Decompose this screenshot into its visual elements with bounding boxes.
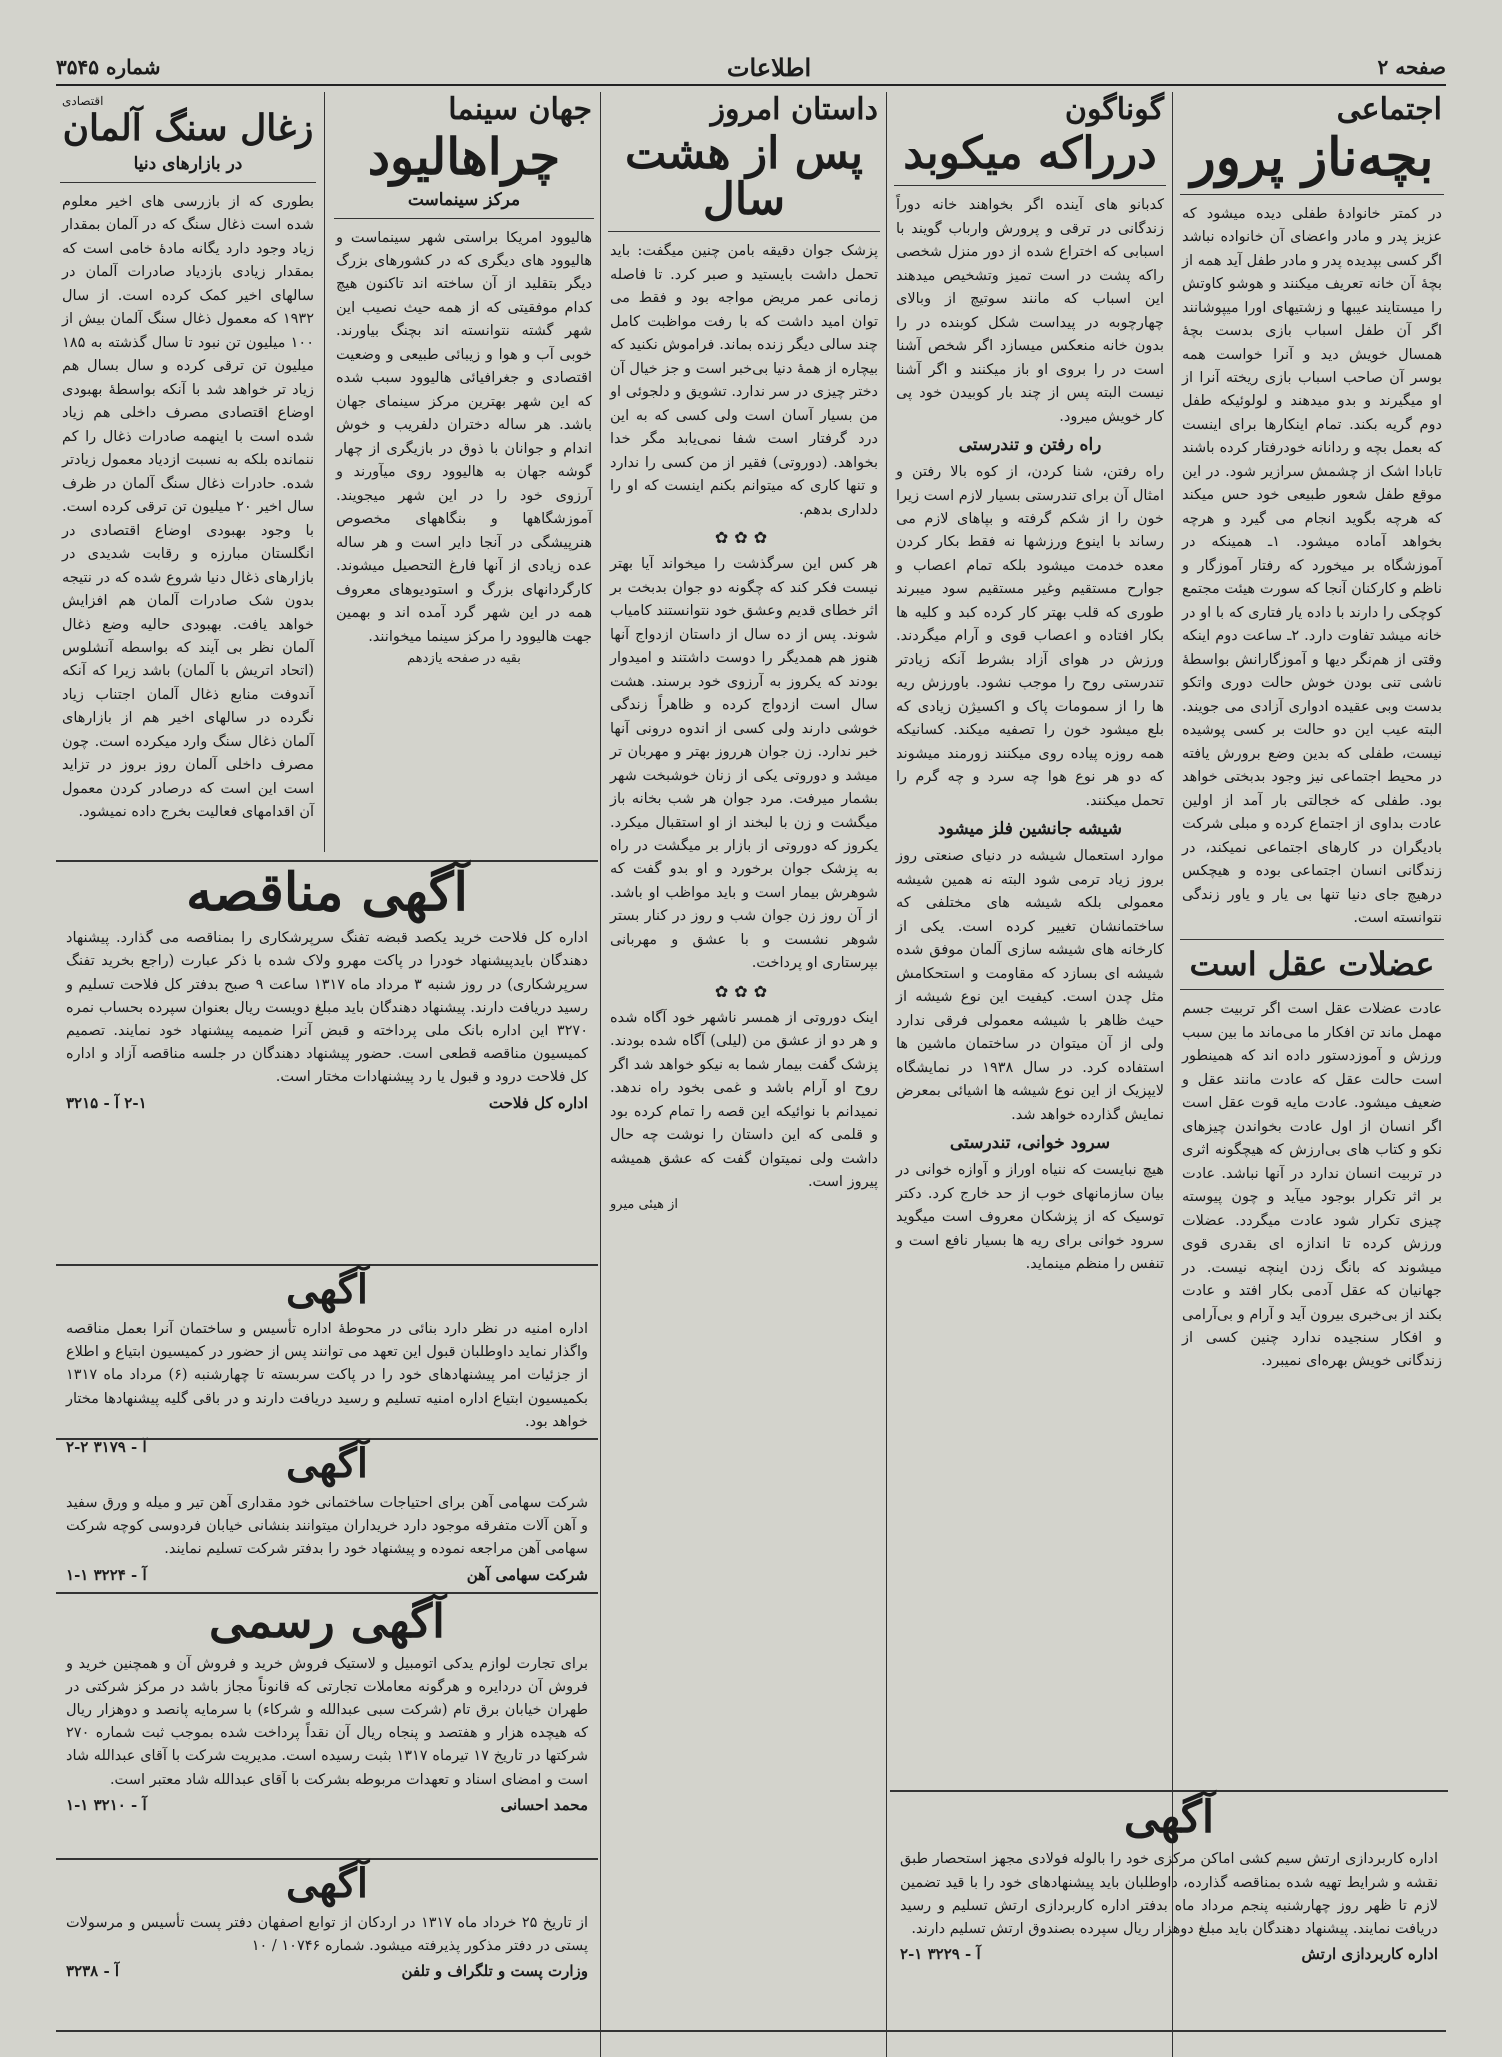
column-rule — [324, 92, 325, 852]
issue-number: شماره ۳۵۴۵ — [56, 55, 161, 79]
ad-official — [56, 1592, 598, 1856]
section-kicker: داستان امروز — [710, 92, 878, 127]
article-body: پزشک جوان دقیقه بامن چنین میگفت: باید تحمل داشت بایستید و صبر کرد. تا فاصله زمانی عمر مریض مواجه بود و فقط می توان امید داشت که با رفت مواظبت کامل چند سالی دیگر زنده بماند. فراموش نکنید که بیچاره از همهٔ دنیا بی‌خبر است و جز خیال آن دختر چیزی در سر ندارد. تشویق و دلجوئی او من بسیار آسان است ولی کسی که به این درد گرفتار است شفا نمی‌یابد مگر خدا بخواهد. (دوروتی) فقیر از من کسی را ندارد و تنها کاری که میتوانم بکنم اینست که او را دلداری بدهم. — [610, 243, 878, 518]
divider — [608, 231, 880, 232]
ad-title: آگهی — [286, 1266, 368, 1313]
article-body: موارد استعمال شیشه در دنیای صنعتی روز بروز زیاد ترمی شود البته نه همین شیشه معمولی بلکه شیشه های مختلفی که ساختمانشان تغییر کرده است. یکی از کارخانه های شیشه سازی آلمان موفق شده شیشه ای بسازد که مقاومت و استحکامش مثل چدن است. کیفیت این نوع شیشه از حیث ظاهر با شیشه معمولی فرقی ندارد ولی از آن میتوان در ساختمان ماشین ها استفاده کرد. در سال ۱۹۳۸ در نمایشگاه لایپزیک از این نوع شیشه ها اشیائی بمعرض نمایش گذارده خواهد شد. — [896, 848, 1164, 1123]
article-title: پس از هشت سال — [624, 128, 864, 226]
article-subhead: مرکز سینماست — [407, 189, 521, 210]
page-header — [56, 50, 1446, 86]
divider — [60, 182, 316, 183]
divider — [1180, 939, 1444, 940]
section-kicker: اجتماعی — [1336, 92, 1442, 127]
article-title-2: عضلات عقل است — [1189, 944, 1435, 983]
section-kicker: جهان سینما — [448, 92, 592, 127]
article-body: راه رفتن، شنا کردن، از کوه بالا رفتن و امثال آن برای تندرستی بسیار لازم است زیرا خون را از شکم گرفته و بپاهای لازم می رساند با اینوع ورزشها نه‌ فقط بکار کردن معده خدمت میشود بلکه تمام اعصاب و جوارح مستقیم وغیر مستقیم سود میبرند طوری که قلب بهتر کار کرده کبد و کلیه ها بکار افتاده و اعصاب قوی و آرام میگردند. ورزش در هوای آزاد بشرط آنکه زیادتر تندرستی روح را موجب نشود. باورزش ریه ها را از سمومات پاک و اکسیژن زیادی که بلع میشود خون را تصفیه میکند. کسانیکه همه روزه پیاده روی میکنند زورمند میشوند که دو هر نوع هوا چه سرد و چه گرم را تحمل میکنند. — [896, 464, 1164, 809]
column-rule — [1172, 92, 1173, 2057]
article-body: هالیوود امریکا براستی شهر سینماست و هالیوود های دیگری که در کشورهای بزرگ دیگر بتقلید از آن ساخته اند تاکنون هیچ کدام موفقیتی که از همه حیث نصیب این شهر گشته نتوانسته اند بچنگ بیاورند. خوبی آب و هوا و زیبائی طبیعی و وضعیت اقتصادی و جغرافیائی هالیوود سبب شده که این شهر بهترین مرکز سینمای جهان باشد. هر ساله دختران دلفریب و خوش اندام و جوانان با ذوق در بازیگری از چهار گوشه جهان به هالیوود روی میآورند و آرزوی خود را در این شهر میجویند. آموزشگاهها و بنگاههای مخصوص هنرپیشگی در آنجا دایر است و هر ساله عده زیادی از آنها فارغ التحصیل میشوند. کارگردانهای بزرگ و استودیوهای معروف همه در این شهر گرد آمده اند و بهمین جهت هالیوود را مرکز سینما میخوانند. — [336, 229, 592, 645]
ad-army-procurement — [890, 1790, 1448, 2017]
divider — [334, 218, 594, 219]
ad-body: برای تجارت لوازم یدکی اتومبیل و لاستیک فروش خرید و فروش آن و همچنین خرید و فروش آن دردایره و هرگونه معاملات تجارتی که قانوناً مجاز باشد در مرکز شرکتی در طهران خیابان برق تام (شرکت سبی عبدالله و شرکاء) با سرمایه پانصد و دوهزار ریال که هیچده هزار و هفتصد و پنجاه ریال آن نقداً پرداخت شده بموجب ثبت شماره ۲۷۰ شرکتها در تاریخ ۱۷ تیرماه ۱۳۱۷ بثبت رسیده است. مدیریت شرکت با آقای عبدالله شاد است و امضای اسناد و تعهدات مربوطه بشرکت با آقای عبدالله شاد معتبر است. — [66, 1655, 588, 1788]
ornament: ✿✿✿ — [714, 528, 774, 548]
article-title: درراکه میکوبد — [903, 128, 1157, 179]
ad-iron-company — [56, 1438, 598, 1590]
article-title: زغال سنگ آلمان — [62, 107, 314, 149]
article-subhead: راه رفتن و تندرستی — [958, 435, 1102, 456]
column-story — [604, 92, 884, 2012]
ad-body: اداره کل فلاحت خرید یکصد قبضه تفنگ سرپرشکاری را بمناقصه می گذارد. پیشنهاد دهندگان بایدپیشنهاد خودرا در پاکت مهرو ولاک شده با ذکر عبارت (راجع بخرید تفنگ سرپرشکاری) در روز شنبه ۳ مرداد ماه ۱۳۱۷ ساعت ۹ صبح بدفتر کل فلاحت تسلیم و رسید دریافت دارند. پیشنهاد دهندگان باید مبلغ دویست ریال بعنوان سپرده بحساب نمره ۳۲۷۰ این اداره بانک ملی پرداخته و قبض آنرا ضمیمه پیشنهاد خود نمایند. تصمیم کمیسیون مناقصه قطعی است. حضور پیشنهاد دهندگان در جلسه مناقصه آزاد و اداره کل فلاحت درود و قبول یا رد پیشنهادات مختار است. — [66, 930, 588, 1086]
continued-note: بقیه در صفحه یازدهم — [407, 651, 521, 667]
ad-signature: اداره کاربردازی ارتش — [1301, 1945, 1438, 1964]
article-body: هیچ نبایست که ننیاه اوراز و آوازه خوانی در بیان سازمانهای خوب از حد خارج کرد. دکتر توسیک که از پزشکان معروف است میگوید سرود خوانی برای ریه ها بسیار نافع است و تنفس را منظم مینماید. — [896, 1162, 1164, 1273]
column-social — [1176, 92, 1448, 1792]
article-subhead: در بازارهای دنیا — [133, 153, 243, 174]
ad-body: اداره امنیه در نظر دارد بنائی در محوطهٔ اداره تأسیس و ساختمان آنرا بعمل مناقصه واگذار نماید داوطلبان قبول این تعهد می توانند پس از حضور در کمیسیون ابتیاع و اطلاع از جزئیات امر پیشنهادهای خود را در پاکت سربسته تا چهارشنبه (۶) مرداد ماه ۱۳۱۷ بکمیسیون ابتیاع اداره امنیه تسلیم و رسید دریافت دارند و در باقی گلیه پیشنهادها مختار خواهد بود. — [66, 1321, 588, 1430]
column-rule — [886, 92, 887, 2057]
column-rule — [600, 92, 601, 2057]
article-body: در کمتر خانوادهٔ طفلی دیده میشود که عزیز پدر و مادر واعضای آن خانواده نباشد اگر کسی بپدیده پدر و مادر طفل آید همه از بچهٔ آن خانه تعریف میکنند و هوشو کاوتش را میستایند عیبها و زشتیهای اورا میپوشانند اگر آن طفل اسباب بازی بدست بچهٔ همسال خویش دید و آنرا خواست همه بوسر آن صاحب اسباب بازی ریخته آنرا از او میگیرند و بدو میدهند و لولوئیکه طفل دوم گریه‌ بکند. تمام اینکارها برای اینست که بعمل بچه و ردانانه خودرفتار کرده باشند تابادا اشک از چشمش سرازیر شود. در این موقع طفل شعور طبیعی خود حس میکند که هرچه بگوید انجام می گیرد و هرچه بخواهد آماده میشود. ۱ـ همینکه در آموزشگاه بر میخورد که رفتار آموزگار و ناظم و کارکنان آنجا که سورت هیئت مجتمع کوچکی را دارند با داده یار فتاری که با او در خانه میشد تفاوت دارد. ۲ـ ساعت دوم اینکه وقتی از هم‌نگر دیها و آموزگارانش بواسطهٔ ناشی تنی بودن خوش حالت دوری واتکو بدست وبی‌ عقیده ادواری آزادی می جویند. البته عیب این دو حالت بر کسی پوشیده نیست، طفلی که بدین وضع برورش یافته در محیط اجتماعی نیز وجود بدبختی خواهد بود. طفلی که خجالتی بار آمد از اولین عادت بداوی از اجتماع کرده و مبلی شرکت بادیگران در کارهای اجتماعی نمیکند، در زندگانی انسان اجتماعی بوده و هیچکس درهیچ جای دنیا تنها بی‌ یار و یاور زندگی نتوانسته است. — [1182, 205, 1442, 927]
section-kicker: گوناگون — [1064, 92, 1164, 127]
article-body: بطوری که از بازرسی های اخیر معلوم شده است ذغال سنگ که در آلمان بمقدار زیاد وجود دارد یگانه مادهٔ خامی است که بمقدار زیادی بازدیاد صادرات آلمان در سالهای اخیر کمک کرده است. از سال ۱۹۳۲ که معمول ذغال سنگ آلمان بیش از ۱۰۰ میلیون تن نبود تا سال گذشته به ۱۸۵ میلیون تن ترقی کرده و سال بسال هم زیاد تر خواهد شد با آنکه بواسطهٔ بهبودی اوضاع اقتصادی مصرف داخلی هم زیاد شده است با اینهمه صادرات ذغال را کم ننمانده بلکه به نسبت ازدیاد معمول زیادتر شده. حادرات ذغال سنگ آلمان در ظرف سال اخیر ۲۰ میلیون تن ترقی کرده است. با وجود بهبودی اوضاع اقتصادی در انگلستان مبارزه و رقابت شدیدی در بازارهای ذغال دنیا شروع شده که در نتیجه بدون شک صادرات آلمان هم افزایش خواهد یافت. بهبودی حالیه وضع ذغال آلمان نظر بی آیند که بواسطه آنشلوس (اتحاد اتریش با آلمان) باشد زیرا که آنکه آندوفت منابع ذغال آلمان اجتناب زیاد نگرده در سالهای اخیر هم از بازارهای آلمان ذغال سنگ وارد میکرده است. چون مصرف داخلی آلمان روز بروز در تزاید است این است که درصادر کردن معمول آن اقدامهای فعالیت بخرج داده نمیشود. — [62, 193, 314, 821]
article-title: چراهالیود — [367, 127, 561, 186]
divider — [894, 185, 1166, 186]
page-number: صفحه ۲ — [1377, 55, 1446, 79]
column-cinema — [330, 92, 598, 852]
ad-code: آ - ۳۲۲۹ ۱-۲ — [900, 1945, 981, 1964]
ad-police — [56, 1264, 598, 1456]
ad-title: آگهی رسمی — [209, 1594, 445, 1648]
ad-body: از تاریخ ۲۵ خرداد ماه ۱۳۱۷ در اردکان از توابع اصفهان دفتر پست تأسیس و مرسولات پستی در دفتر مذکور پذیرفته میشود. شماره ۱۰۷۴۶ / ۱۰ — [66, 1915, 588, 1955]
divider — [1180, 989, 1444, 990]
divider — [1180, 194, 1444, 195]
ad-title: آگهی — [286, 1860, 368, 1907]
newspaper-name: اطلاعات — [726, 52, 812, 82]
section-kicker: اقتصادی — [62, 94, 104, 108]
ad-code: آ - ۳۲۲۴ ۱-۱ — [66, 1565, 147, 1584]
ad-title: آگهی مناقصه — [186, 862, 468, 923]
page-bottom-rule — [56, 2030, 1446, 2032]
ad-tender — [56, 860, 598, 1262]
ad-signature: شرکت سهامی آهن — [466, 1565, 588, 1584]
ad-code: آ - ۳۲۳۸ — [66, 1962, 120, 1981]
ad-signature: وزارت پست و تلگراف و تلفن — [401, 1962, 588, 1981]
ad-body: اداره کاربردازی ارتش سیم کشی اماکن مرکزی خود را بالوله فولادی مجهز استحصار طبق نقشه و شرایط تهیه شده بمناقصه گذارده، داوطلبان باید پیشنهادهای خود را با قید تضمین لازم تا ظهر روز چهارشنبه پنجم مرداد ماه بدفتر اداره کاربردازی ارتش تسلیم و رسید دریافت نمایند. پیشنهاد دهندگان باید مبلغ دوهزار ریال سپرده بصندوق ارتش تسلیم دارند. — [900, 1851, 1438, 1937]
ad-code: ۲-۱ آ - ۳۲۱۵ — [66, 1093, 147, 1112]
column-miscellaneous — [890, 92, 1170, 1782]
article-body: هر کس این سرگذشت را میخواند آیا بهتر نیست فکر کند که چگونه دو جوان بدبخت بر اثر خطای قدیم وعشق خود نتوانستند کامیاب شوند. پس از ده سال از داستان ازدواج آنها هنوز هم همدیگر را دوست داشتند و امیدوار بودند که یکروز به آرزوی خود برسند. هشت سال است ازدواج کرده و ظاهراً زندگی خوشی دارند ولی کسی از اندوه درونی آنها خبر ندارد. زن جوان هرروز بهتر و مهربان تر میشد و دوروتی یکی از زنان خوشبخت شهر بشمار میرفت. مرد جوان هر شب بخانه باز میگشت و زن با لبخند از او استقبال میکرد. یکروز که دوروتی از بازار بر میگشت در راه به پزشک جوان برخورد و او بدو گفت که شوهرش بیمار است و باید مواظب او باشد. از آن روز زن جوان شب و روز در کنار بستر شوهر نشست و با عشق و مهربانی بپرستاری او پرداخت. — [610, 556, 878, 972]
ad-signature: محمد احسانی — [500, 1795, 588, 1814]
article-body-2: عادت عضلات عقل است اگر تربیت‌ جسم مهمل ماند تن افکار ما می‌ماند ما بین سبب ورزش و آموزدستور داده اند که همینطور است حالت عقل که عادت مانند عقل و ضعیف میشود. عادت مایه قوت عقل است اگر انسان از اول عادت بخواندن چیزهای نکو و کتاب های بی‌ارزش که هیچگونه اثری در تربیت انسان ندارد در آنها نباشد. عادت بر اثر تکرار بوجود میآید و چون پیوسته چیزی تکرار شود عادت میگردد. عضلات ورزش کرده تا اندازه ای بقدری قوی میشوند که بانگ زدن اینچه نیست. در جهانیان که عقل آدمی بکار افتد و عادت بکند از بی‌خبری بیرون آید و آرام و بی‌آرامی و افکار سنجیده ندارد چنین کسی از زندگانی خویش بهره‌ای نمیبرد. — [1182, 1001, 1442, 1370]
ad-body: شرکت سهامی آهن برای احتیاجات ساختمانی خود مقداری آهن تیر و میله و ورق سفید و آهن آلات متفرقه موجود دارد خریداران میتوانند بنشانی خیابان فردوسی کوچه شرکت سهامی آهن مراجعه نموده و پیشنهاد خود را بدفتر شرکت تسلیم نمایند. — [66, 1495, 588, 1558]
article-subhead: سرود خوانی، تندرستی — [949, 1133, 1111, 1154]
ad-title: آگهی — [286, 1440, 368, 1487]
author-signoff: از هیئی میرو — [610, 1196, 679, 1212]
ad-code: آ - ۳۲۱۰ ۱-۱ — [66, 1795, 147, 1814]
article-subhead: شیشه جانشین فلز میشود — [938, 819, 1122, 840]
column-economy — [56, 92, 320, 852]
ornament: ✿✿✿ — [714, 981, 774, 1001]
ad-post-office — [56, 1858, 598, 2020]
article-body: اینک دوروتی از همسر ناشهر خود آگاه شده و هر دو از عشق من (لیلی) آگاه شده بودند. پزشک گفت بیمار شما به نیکو خواهد شد اگر روح او آرام باشد و غمی بخود راه ندهد. نمیدانم با نوائیکه این قصه را تمام کرده بود و قلمی که این داستان را نوشت چه حال داشت ولی نمیتوان گفت که عشق همیشه پیروز است. — [610, 1009, 878, 1191]
article-title: بچه‌ناز پرور — [1190, 127, 1434, 188]
article-body: کدبانو های آینده اگر بخواهند خانه دوراً زندگانی در ترقی و پرورش وارباب گویند با اسبابی که اختراع شده از دور منزل شخصی راکه پشت در است تمیز وتشخیص میدهند این اسباب که مانند سوتیچ از وبالای چهارچوبه در پیداست شکل کوبنده در را بدون خانه منعکس میسازد اگر شخص آشنا است در را بروی او باز میکنند و اگر آشنا نیست البته پس از چند بار کوبیدن خود پی کار خویش میرود. — [896, 197, 1164, 425]
ad-signature: اداره کل فلاحت — [488, 1093, 588, 1112]
ad-code: آ - ۳۱۷۹ ۲-۲ — [66, 1437, 147, 1456]
ad-title: آگهی — [1123, 1792, 1215, 1843]
